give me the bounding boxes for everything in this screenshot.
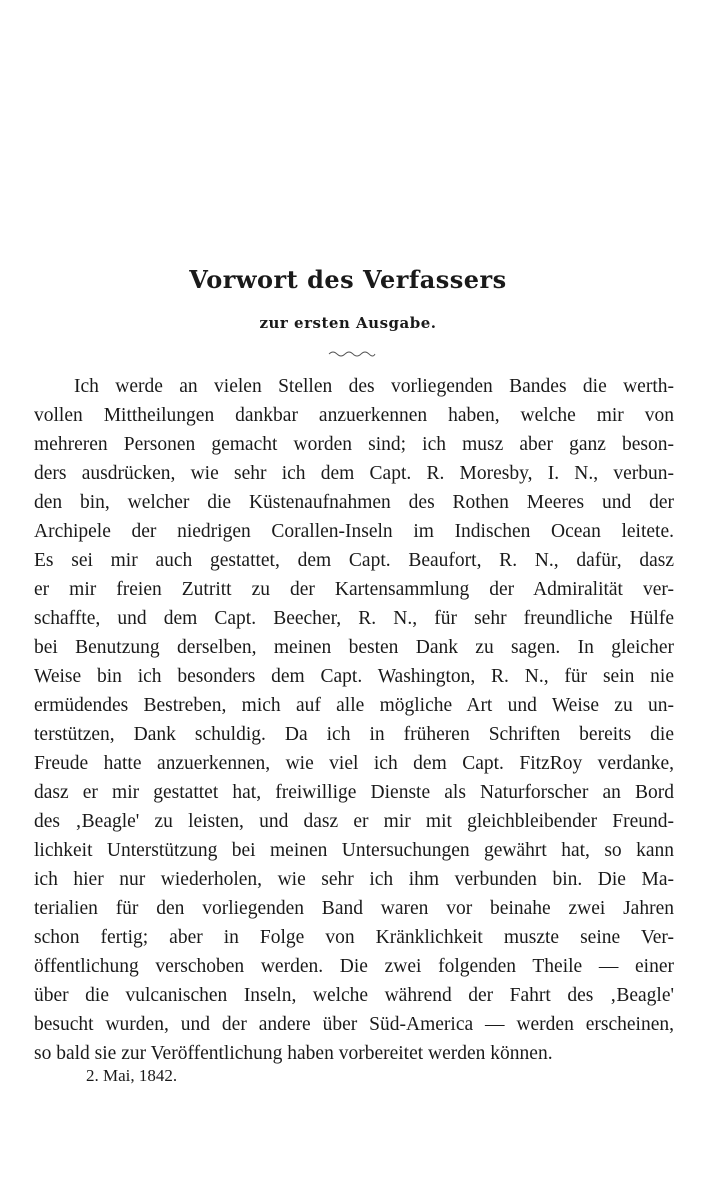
preface-date: 2. Mai, 1842. (86, 1066, 178, 1085)
text-line: Es sei mir auch gestattet, dem Capt. Beaufort, R. N., dafür, dasz (34, 550, 674, 571)
text-line: lichkeit Unterstützung bei meinen Untersuchungen gewährt hat, so kann (34, 840, 674, 861)
text-line: schon fertig; aber in Folge von Kränklichkeit muszte seine Ver- (34, 927, 674, 948)
text-line: er mir freien Zutritt zu der Kartensammlung der Admiralität ver- (34, 579, 674, 600)
text-line: über die vulcanischen Inseln, welche während der Fahrt des ‚Beagle' (34, 985, 674, 1006)
text-line: schaffte, und dem Capt. Beecher, R. N., für sehr freundliche Hülfe (34, 608, 674, 629)
text-line: Weise bin ich besonders dem Capt. Washington, R. N., für sein nie (34, 666, 674, 687)
text-line: bei Benutzung derselben, meinen besten Dank zu sagen. In gleicher (34, 637, 674, 658)
text-line: Archipele der niedrigen Corallen-Inseln im Indischen Ocean leitete. (34, 521, 674, 542)
text-line: mehreren Personen gemacht worden sind; ich musz aber ganz beson- (34, 434, 674, 455)
text-line: dasz er mir gestattet hat, freiwillige Dienste als Naturforscher an Bord (34, 782, 674, 803)
page-subtitle: zur ersten Ausgabe. (259, 314, 437, 332)
text-line: Ich werde an vielen Stellen des vorliegenden Bandes die werth- (74, 376, 674, 397)
preface-text (34, 372, 674, 1068)
text-line: den bin, welcher die Küstenaufnahmen des Rothen Meeres und der (34, 492, 674, 513)
text-line: terialien für den vorliegenden Band waren vor beinahe zwei Jahren (34, 898, 674, 919)
text-line: öffentlichung verschoben werden. Die zwei folgenden Theile — einer (34, 956, 674, 977)
text-line: Freude hatte anzuerkennen, wie viel ich dem Capt. FitzRoy verdanke, (34, 753, 674, 774)
text-line: des ‚Beagle' zu leisten, und dasz er mir mit gleichbleibender Freund- (34, 811, 674, 832)
text-line: ders ausdrücken, wie sehr ich dem Capt. R. Moresby, I. N., verbun- (34, 463, 674, 484)
text-line: ich hier nur wiederholen, wie sehr ich ihm verbunden bin. Die Ma- (34, 869, 674, 890)
text-line: vollen Mittheilungen dankbar anzuerkennen haben, welche mir von (34, 405, 674, 426)
text-line: ermüdendes Bestreben, mich auf alle mögliche Art und Weise zu un- (34, 695, 674, 716)
text-line: terstützen, Dank schuldig. Da ich in früheren Schriften bereits die (34, 724, 674, 745)
page-title: Vorwort des Verfassers (189, 265, 507, 294)
text-line: so bald sie zur Veröffentlichung haben vorbereitet werden können. (34, 1043, 553, 1064)
text-line: besucht wurden, und der andere über Süd-America — werden erscheinen, (34, 1014, 674, 1035)
ornament-divider (327, 346, 377, 358)
